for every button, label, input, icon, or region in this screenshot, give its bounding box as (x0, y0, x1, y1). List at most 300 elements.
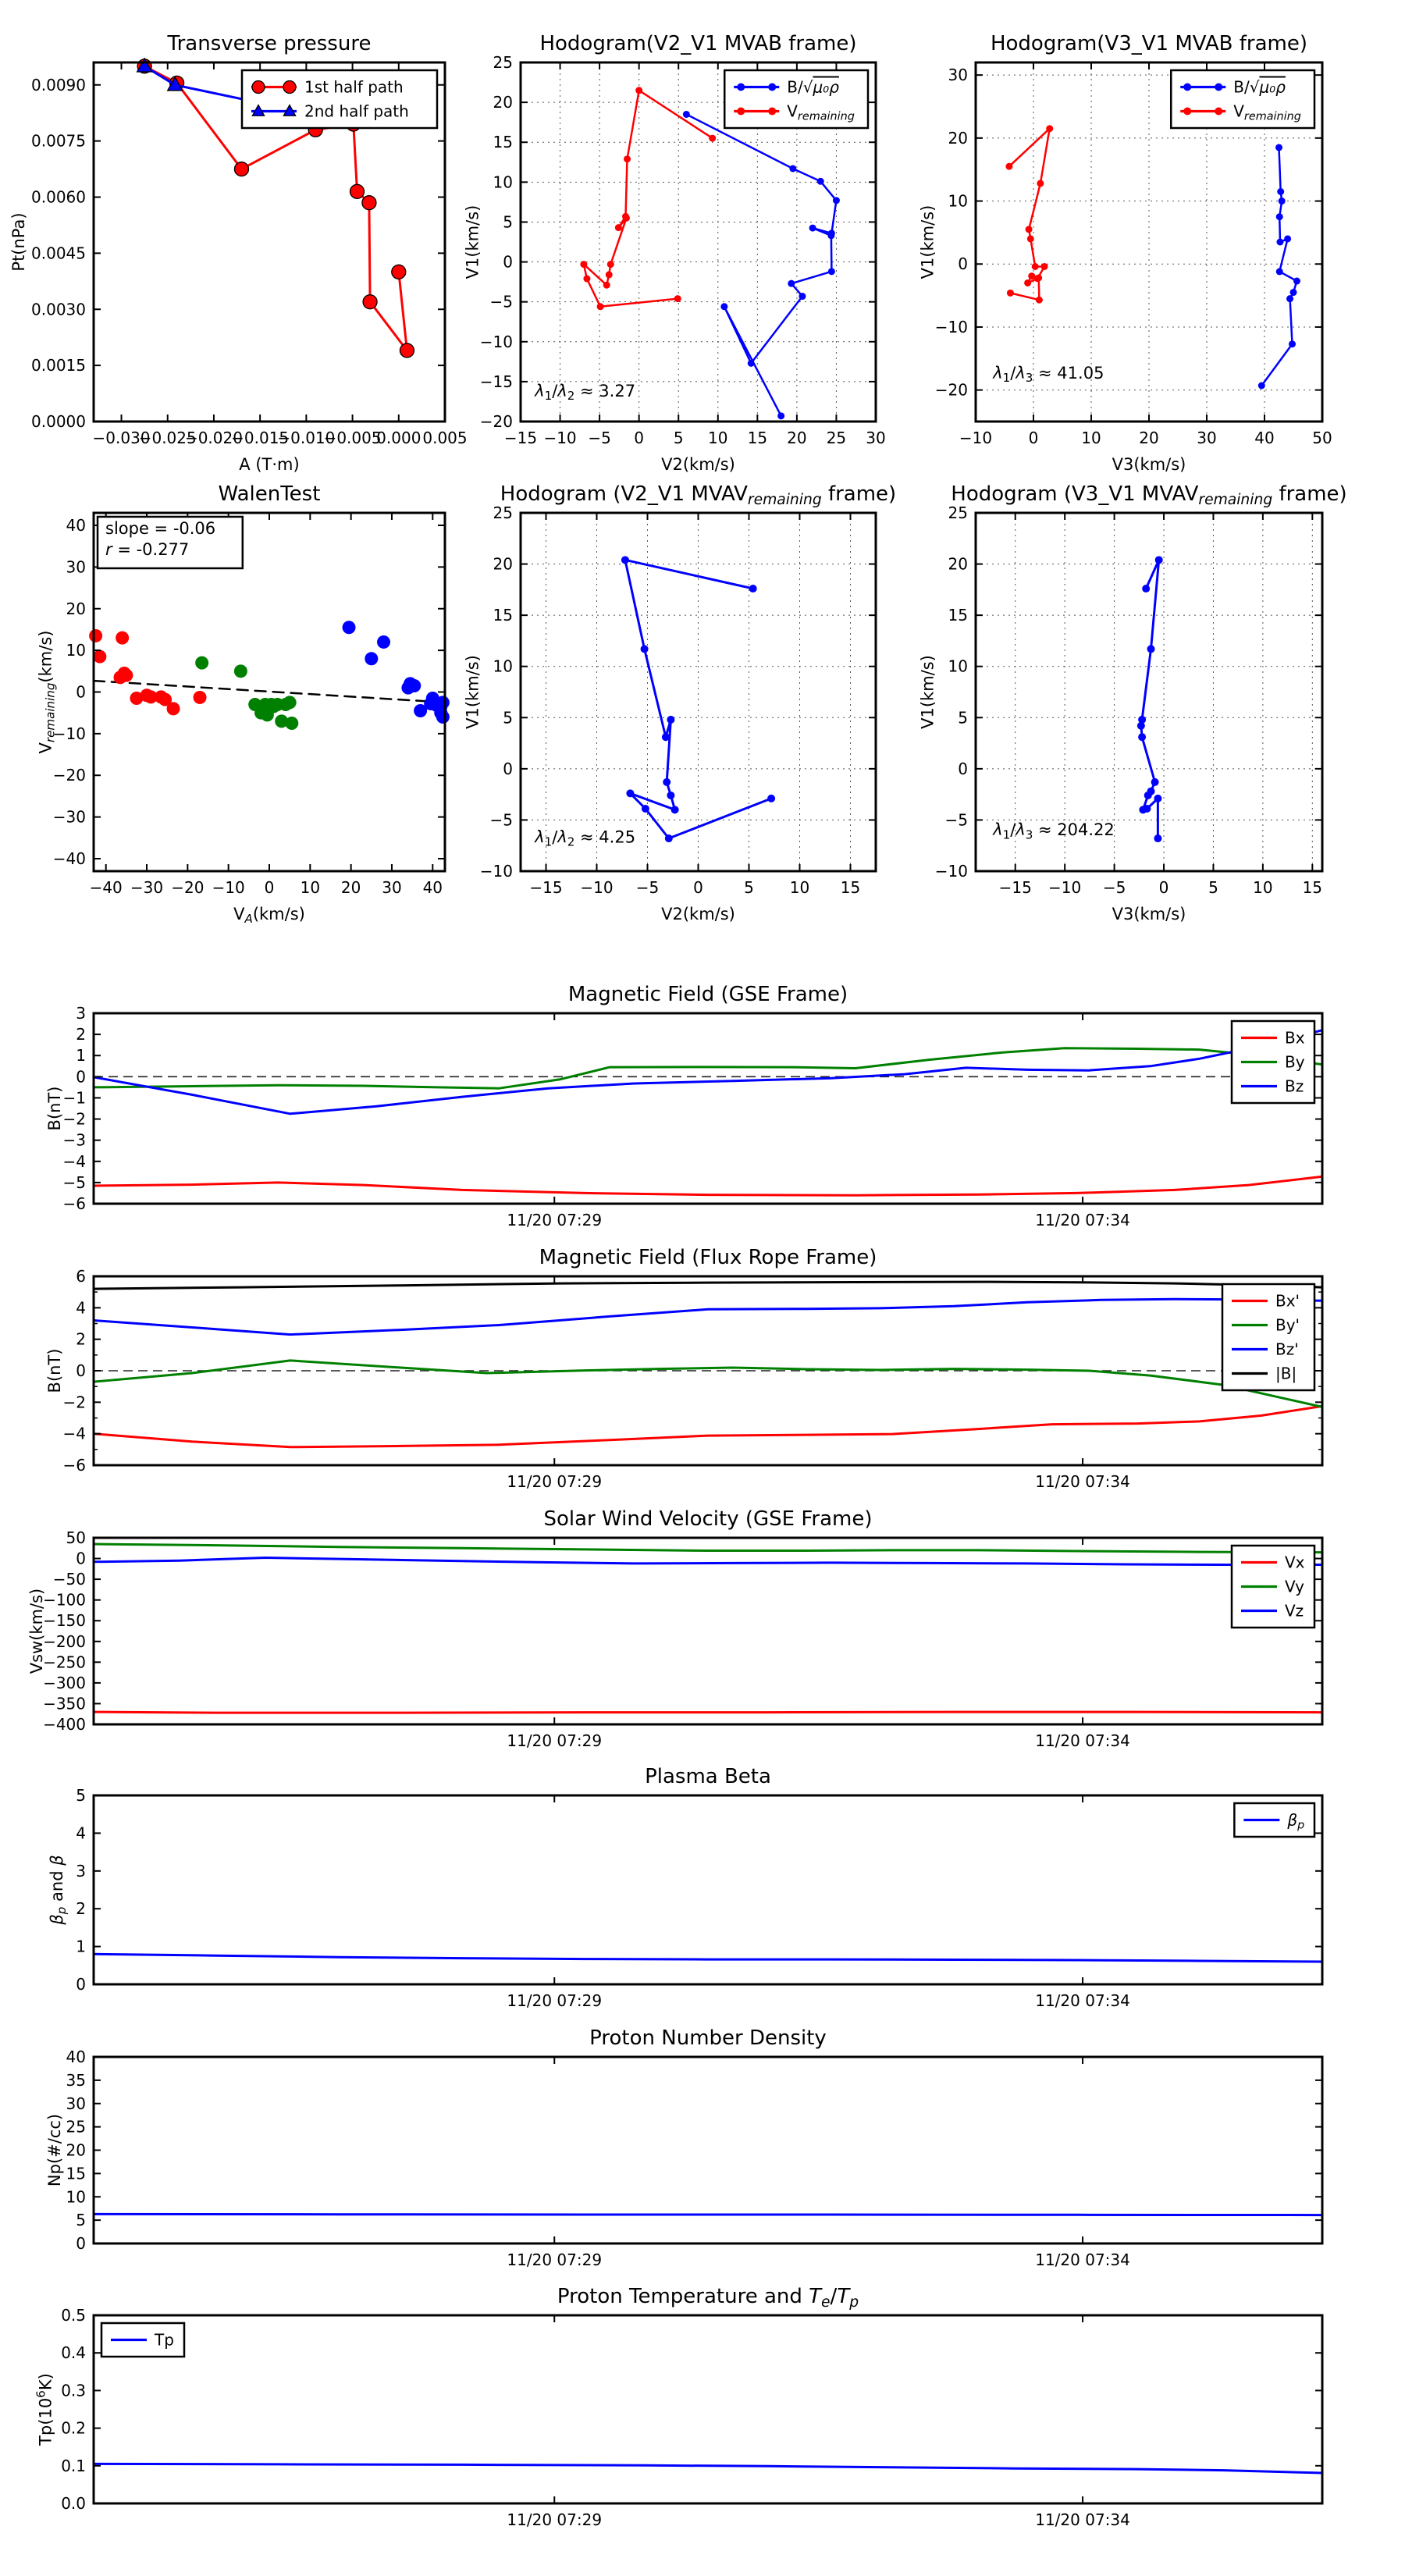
circle-marker (1183, 108, 1191, 116)
circle-marker (1138, 733, 1146, 741)
circle-marker (827, 232, 834, 239)
b-gse-series-bz (94, 1030, 1322, 1114)
y-tick-label: 5 (503, 212, 513, 232)
circle-marker (1293, 278, 1300, 285)
y-tick-label: 15 (493, 606, 513, 625)
walen-test-series-first-third (89, 629, 206, 715)
y-tick-label: 20 (948, 554, 968, 574)
legend-label: Vx (1285, 1553, 1305, 1572)
circle-marker (234, 162, 248, 176)
hodogram-v3v1-mvab-xlabel: V3(km/s) (1112, 455, 1186, 474)
circle-marker (603, 282, 610, 289)
circle-marker (667, 792, 674, 799)
hodogram-v2v1-mvav-chart (463, 476, 905, 945)
y-tick-label: 40 (66, 2048, 86, 2066)
hodogram-v3v1-mvav-title: Hodogram (V3_V1 $MVAV_{remaining}$ frame) (951, 482, 1347, 509)
b-flux-rope-series--b- (94, 1282, 1322, 1289)
y-tick-label: 2 (76, 1899, 86, 1919)
proton-temperature-title: Proton Temperature and $T_e/T_p$ (557, 2285, 859, 2311)
x-tick-label: −15 (503, 429, 538, 447)
y-tick-label: 5 (503, 708, 513, 728)
x-tick-label: 20 (340, 878, 361, 897)
circle-marker (1215, 108, 1222, 116)
y-tick-label: −20 (52, 766, 86, 785)
proton-density-axes (66, 2048, 1322, 2269)
circle-marker (1155, 556, 1163, 564)
circle-marker (362, 196, 376, 210)
transverse-pressure-title: Transverse pressure (167, 32, 372, 55)
circle-marker (641, 645, 649, 653)
circle-marker (683, 111, 690, 118)
x-tick-label: 11/20 07:34 (1035, 1211, 1130, 1229)
hodogram-v3v1-mvav-grid (976, 513, 1322, 871)
y-tick-label: 0 (503, 759, 513, 778)
circle-marker (1046, 125, 1053, 132)
circle-marker (363, 295, 377, 309)
x-tick-label: −10 (543, 429, 577, 447)
circle-marker (1289, 340, 1296, 347)
circle-marker (93, 650, 106, 664)
hodogram-v3v1-mvav-series-b (1137, 556, 1163, 842)
vsw-gse-ylabel: Vsw(km/s) (27, 1588, 46, 1674)
y-tick-label: −5 (489, 810, 513, 830)
legend-label: |B| (1275, 1364, 1297, 1383)
y-tick-label: 0 (76, 1361, 86, 1380)
y-tick-label: 25 (493, 53, 513, 72)
proton-temperature-frame (94, 2315, 1322, 2503)
hodogram-v2v1-mvav-grid (521, 513, 876, 871)
circle-marker (674, 295, 681, 302)
y-tick-label: 0.1 (61, 2456, 86, 2475)
circle-marker (777, 412, 784, 419)
legend-label: 2nd half path (304, 101, 409, 121)
circle-marker (635, 87, 642, 94)
y-tick-label: −350 (43, 1694, 86, 1713)
circle-marker (400, 343, 414, 358)
circle-marker (392, 265, 406, 279)
y-tick-label: 0.5 (61, 2306, 86, 2325)
circle-marker (1277, 188, 1284, 195)
b-gse-chart (16, 968, 1389, 1237)
x-tick-label: 20 (787, 429, 807, 447)
hodogram-v3v1-mvab-series-v-remaining (1005, 125, 1053, 304)
plasma-beta-legend (1234, 1803, 1314, 1837)
x-tick-label: 30 (382, 878, 402, 897)
x-tick-label: 11/20 07:29 (507, 1731, 603, 1750)
x-tick-label: 50 (1312, 429, 1332, 447)
y-tick-label: 15 (493, 133, 513, 152)
circle-marker (1279, 197, 1286, 205)
x-tick-label: 40 (422, 878, 443, 897)
walen-test-ylabel: $V_{remaining}(km/s)$ (36, 630, 58, 754)
b-flux-rope-legend (1222, 1284, 1314, 1390)
circle-marker (116, 632, 129, 645)
y-tick-label: 0.0015 (31, 356, 86, 375)
hodogram-v2v1-mvab-chart (463, 20, 905, 476)
y-tick-label: −200 (43, 1631, 86, 1651)
plasma-beta-title: Plasma Beta (645, 1765, 771, 1788)
circle-marker (1147, 645, 1155, 653)
y-tick-label: 5 (958, 708, 968, 728)
x-tick-label: 10 (789, 878, 810, 897)
y-tick-label: 3 (76, 1004, 86, 1023)
b-gse-ylabel: B(nT) (45, 1086, 64, 1131)
hodogram-v2v1-mvav-frame (521, 513, 876, 871)
y-tick-label: 30 (66, 557, 86, 577)
circle-marker (737, 84, 745, 91)
circle-marker (597, 303, 604, 310)
circle-marker (377, 635, 390, 649)
hodogram-v3v1-mvav-chart (918, 476, 1358, 945)
legend-label: Bx' (1275, 1291, 1300, 1311)
proton-density-title: Proton Number Density (589, 2026, 827, 2050)
y-tick-label: 20 (66, 599, 86, 618)
circle-marker (1151, 778, 1159, 786)
plasma-beta-axes (76, 1786, 1322, 2010)
x-tick-label: 15 (747, 429, 768, 447)
y-tick-label: 0 (76, 1549, 86, 1568)
legend-label: Bz (1285, 1076, 1304, 1096)
circle-marker (1183, 84, 1191, 91)
circle-marker (365, 652, 378, 665)
circle-marker (1137, 722, 1145, 730)
circle-marker (663, 778, 670, 786)
circle-marker (1036, 297, 1043, 304)
circle-marker (767, 795, 775, 802)
y-tick-label: −10 (479, 332, 513, 351)
x-tick-label: −10 (1048, 878, 1082, 897)
circle-marker (234, 664, 247, 678)
y-tick-label: −2 (62, 1393, 86, 1412)
legend-label: $\beta_p$ (1287, 1810, 1305, 1832)
vsw-gse-axes (43, 1528, 1322, 1750)
x-tick-label: −10 (959, 429, 993, 447)
circle-marker (626, 789, 634, 797)
y-tick-label: 10 (493, 656, 513, 676)
legend-label: By (1285, 1052, 1305, 1072)
y-tick-label: −6 (62, 1456, 86, 1475)
x-tick-label: 11/20 07:29 (507, 1211, 603, 1229)
y-tick-label: 30 (66, 2094, 86, 2113)
circle-marker (667, 716, 674, 724)
circle-marker (1037, 180, 1044, 187)
vsw-gse-series-vz (94, 1558, 1322, 1565)
y-tick-label: 25 (493, 503, 513, 522)
circle-marker (1024, 279, 1031, 286)
circle-marker (195, 656, 208, 670)
y-tick-label: 0.2 (61, 2418, 86, 2438)
plasma-beta-ylabel: $\beta_p$ and β (48, 1855, 69, 1925)
y-tick-label: −10 (479, 862, 513, 881)
x-tick-label: 10 (708, 429, 728, 447)
y-tick-label: 10 (66, 641, 86, 660)
hodogram-v2v1-mvab-legend (724, 70, 868, 128)
circle-marker (436, 710, 450, 724)
x-tick-label: 10 (1081, 429, 1101, 447)
y-tick-label: 35 (66, 2070, 86, 2090)
vsw-gse-series-vy (94, 1544, 1322, 1553)
circle-marker (799, 293, 806, 300)
walen-test-chart (16, 476, 461, 945)
x-tick-label: 30 (1197, 429, 1217, 447)
circle-marker (621, 556, 629, 564)
proton-temperature-ylabel: $Tp(10^6K)$ (34, 2373, 55, 2446)
y-tick-label: −2 (62, 1109, 86, 1129)
transverse-pressure-ylabel: Pt(nPa) (9, 212, 28, 272)
circle-marker (642, 805, 649, 813)
y-tick-label: −10 (52, 724, 86, 743)
y-tick-label: 2 (76, 1329, 86, 1349)
y-tick-label: 0 (76, 1975, 86, 1994)
x-tick-label: −0.025 (138, 429, 197, 447)
legend-label: Vy (1285, 1577, 1304, 1596)
y-tick-label: −30 (52, 807, 86, 827)
hodogram-v2v1-mvab-xlabel: V2(km/s) (661, 455, 735, 474)
y-tick-label: −400 (43, 1715, 86, 1734)
proton-density-chart (16, 2014, 1389, 2272)
y-tick-label: −10 (934, 862, 968, 881)
y-tick-label: −40 (52, 849, 86, 868)
circle-marker (1143, 805, 1151, 813)
y-tick-label: 0.0000 (31, 412, 86, 431)
circle-marker (1007, 290, 1014, 297)
x-tick-label: 11/20 07:29 (507, 1472, 603, 1491)
y-tick-label: −300 (43, 1673, 86, 1692)
circle-marker (89, 629, 102, 642)
vsw-gse-legend (1232, 1546, 1314, 1628)
x-tick-label: 11/20 07:34 (1035, 1472, 1130, 1491)
hodogram-v2v1-mvab-annotation: $\lambda_1/\lambda_2 \approx 3.27$ (535, 381, 636, 403)
x-tick-label: −0.015 (231, 429, 290, 447)
circle-marker (833, 197, 840, 204)
y-tick-label: 30 (948, 66, 968, 85)
circle-marker (407, 679, 421, 692)
circle-marker (624, 155, 631, 162)
circle-marker (583, 276, 590, 283)
legend-label: $V_{remaining}$ (1233, 101, 1301, 123)
y-tick-label: −5 (944, 810, 968, 830)
vsw-gse-chart (16, 1495, 1389, 1752)
x-tick-label: 5 (673, 429, 684, 447)
x-tick-label: −10 (212, 878, 245, 897)
circle-marker (285, 717, 298, 730)
circle-marker (749, 585, 757, 592)
y-tick-label: −250 (43, 1653, 86, 1672)
walen-test-infobox (98, 517, 243, 568)
circle-marker (720, 303, 727, 310)
walen-test-xlabel: $V_A(km/s)$ (233, 905, 305, 927)
circle-marker (788, 280, 795, 287)
x-tick-label: 0 (1158, 878, 1169, 897)
circle-marker (1154, 795, 1161, 802)
y-tick-label: 10 (66, 2187, 86, 2207)
b-flux-rope-series-bz- (94, 1299, 1322, 1334)
y-tick-label: 0 (76, 1067, 86, 1087)
y-tick-label: −4 (62, 1424, 86, 1443)
x-tick-label: −0.005 (323, 429, 382, 447)
x-tick-label: −20 (171, 878, 205, 897)
x-tick-label: 0.000 (376, 429, 422, 447)
circle-marker (1035, 275, 1042, 282)
b-gse-title: Magnetic Field (GSE Frame) (567, 983, 848, 1006)
walen-test-title: WalenTest (218, 482, 321, 506)
y-tick-label: 0.3 (61, 2381, 86, 2400)
x-tick-label: 11/20 07:34 (1035, 2510, 1130, 2529)
x-tick-label: 40 (1254, 429, 1275, 447)
y-tick-label: 3 (76, 1861, 86, 1880)
hodogram-v2v1-mvab-ylabel: V1(km/s) (463, 205, 482, 279)
circle-marker (1041, 263, 1048, 270)
hodogram-v3v1-mvab-ylabel: V1(km/s) (918, 205, 937, 279)
legend-label: B/√μ₀ρ (1233, 77, 1286, 97)
x-tick-label: 5 (1208, 878, 1218, 897)
y-tick-label: 0 (503, 252, 513, 272)
x-tick-label: 15 (1302, 878, 1323, 897)
y-tick-label: 40 (66, 516, 86, 535)
circle-marker (167, 702, 180, 715)
hodogram-v3v1-mvav-annotation: $\lambda_1/\lambda_3 \approx 204.22$ (993, 820, 1115, 842)
y-tick-label: 0 (76, 2234, 86, 2253)
vsw-gse-series-vx (94, 1712, 1322, 1713)
y-tick-label: −15 (479, 372, 513, 391)
y-tick-label: −150 (43, 1611, 86, 1631)
x-tick-label: 11/20 07:34 (1035, 1731, 1130, 1750)
hodogram-v3v1-mvab-title: Hodogram(V3_V1 MVAB frame) (990, 32, 1308, 55)
circle-marker (768, 108, 776, 116)
x-tick-label: −10 (580, 878, 614, 897)
circle-marker (737, 108, 745, 116)
b-flux-rope-series-bx- (94, 1406, 1322, 1446)
y-tick-label: 20 (66, 2140, 86, 2160)
y-tick-label: −5 (489, 292, 513, 311)
x-tick-label: −0.020 (184, 429, 243, 447)
x-tick-label: 5 (744, 878, 754, 897)
legend-label: Bx (1285, 1028, 1305, 1048)
legend-label: $V_{remaining}$ (787, 101, 855, 123)
x-tick-label: −0.030 (92, 429, 151, 447)
y-tick-label: 4 (76, 1823, 86, 1843)
x-tick-label: −0.010 (277, 429, 336, 447)
circle-marker (283, 696, 297, 709)
x-tick-label: −5 (1102, 878, 1126, 897)
y-tick-label: 25 (948, 503, 968, 522)
b-flux-rope-title: Magnetic Field (Flux Rope Frame) (539, 1246, 877, 1269)
y-tick-label: −10 (934, 317, 968, 336)
legend-label: By' (1275, 1315, 1300, 1335)
x-tick-label: −5 (635, 878, 660, 897)
y-tick-label: 20 (493, 554, 513, 574)
y-tick-label: 15 (66, 2164, 86, 2183)
y-tick-label: −1 (62, 1088, 86, 1108)
transverse-pressure-chart (9, 20, 468, 476)
circle-marker (665, 834, 673, 842)
circle-marker (1142, 585, 1150, 592)
b-flux-rope-series-by- (94, 1361, 1322, 1407)
y-tick-label: 50 (66, 1528, 86, 1547)
hodogram-v2v1-mvav-title: Hodogram (V2_V1 $MVAV_{remaining}$ frame) (500, 482, 897, 509)
circle-marker (768, 84, 776, 91)
y-tick-label: 6 (76, 1267, 86, 1286)
circle-marker (1284, 235, 1291, 242)
y-tick-label: 2 (76, 1025, 86, 1044)
x-tick-label: −5 (588, 429, 611, 447)
hodogram-v2v1-mvav-annotation: $\lambda_1/\lambda_2 \approx 4.25$ (535, 827, 636, 849)
x-tick-label: 25 (826, 429, 847, 447)
circle-marker (1032, 263, 1039, 270)
b-gse-legend (1232, 1021, 1314, 1103)
proton-temperature-legend (101, 2323, 184, 2357)
x-tick-label: 11/20 07:29 (507, 2510, 603, 2529)
walen-test-series-last-third (343, 621, 450, 724)
legend-label: Tp (155, 2330, 174, 2350)
hodogram-v2v1-mvav-ylabel: V1(km/s) (463, 655, 482, 729)
y-tick-label: 1 (76, 1937, 86, 1956)
x-tick-label: 0 (634, 429, 645, 447)
y-tick-label: −6 (62, 1194, 86, 1213)
circle-marker (1275, 144, 1282, 151)
y-tick-label: −5 (62, 1172, 86, 1192)
circle-marker (817, 178, 824, 185)
legend-label: Vz (1285, 1601, 1304, 1621)
circle-marker (1276, 268, 1283, 275)
hodogram-v3v1-mvab-legend (1171, 70, 1314, 128)
b-flux-rope-chart (16, 1237, 1389, 1495)
vsw-gse-title: Solar Wind Velocity (GSE Frame) (543, 1507, 873, 1531)
circle-marker (1276, 239, 1283, 246)
circle-marker (662, 733, 670, 741)
y-tick-label: 0 (76, 682, 86, 702)
circle-marker (828, 268, 835, 275)
y-tick-label: 0.0 (61, 2494, 86, 2513)
hodogram-v2v1-mvav-xlabel: V2(km/s) (661, 905, 735, 923)
proton-temperature-series-tp (94, 2464, 1322, 2473)
circle-marker (194, 691, 207, 704)
x-tick-label: 20 (1139, 429, 1159, 447)
y-tick-label: −3 (62, 1130, 86, 1150)
plasma-beta-chart (16, 1752, 1389, 2014)
circle-marker (1005, 163, 1012, 170)
b-gse-frame (94, 1013, 1322, 1204)
y-tick-label: 0 (958, 759, 968, 778)
proton-density-ylabel: Np(#/cc) (45, 2113, 64, 2187)
b-gse-series-bx (94, 1176, 1322, 1195)
x-tick-label: 0 (693, 878, 703, 897)
y-tick-label: 0.0060 (31, 187, 86, 207)
infobox-line: r = -0.277 (105, 540, 190, 559)
y-tick-label: −50 (52, 1570, 86, 1589)
x-tick-label: 11/20 07:34 (1035, 2250, 1130, 2269)
y-tick-label: 0 (958, 254, 968, 274)
x-tick-label: 15 (840, 878, 861, 897)
y-tick-label: −20 (479, 412, 513, 431)
circle-marker (748, 360, 755, 367)
y-tick-label: 20 (948, 128, 968, 148)
y-tick-label: 10 (948, 656, 968, 676)
x-tick-label: 30 (866, 429, 886, 447)
x-tick-label: −15 (529, 878, 563, 897)
circle-marker (607, 261, 614, 268)
circle-marker (1026, 226, 1033, 233)
circle-marker (343, 621, 356, 634)
plasma-beta-series-beta-p (94, 1954, 1322, 1962)
legend-label: B/√μ₀ρ (787, 77, 839, 97)
proton-temperature-chart (16, 2272, 1389, 2545)
y-tick-label: 10 (493, 173, 513, 192)
x-tick-label: 10 (300, 878, 321, 897)
hodogram-v2v1-mvab-series-b-sqrt-mu0-rho- (683, 111, 840, 419)
circle-marker (350, 184, 365, 198)
y-tick-label: 25 (66, 2117, 86, 2137)
